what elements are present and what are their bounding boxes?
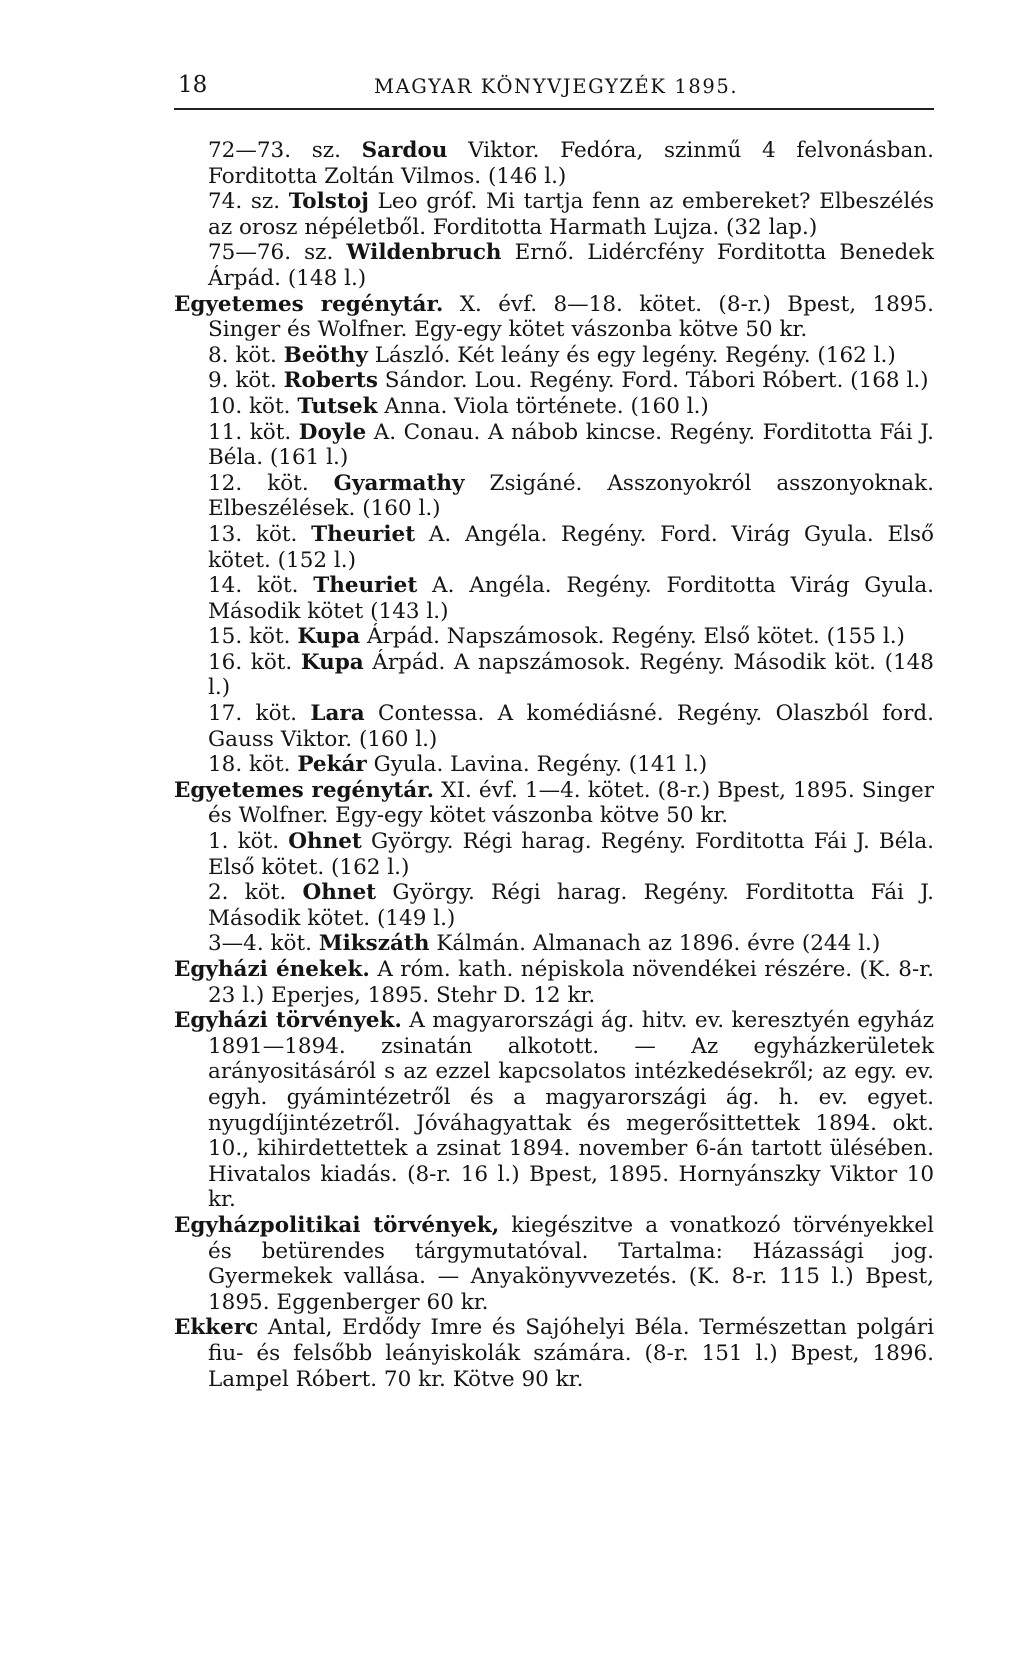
entry-text: Ernő. Lidércfény Forditotta Benedek Árpád. (148 l.) — [208, 240, 934, 291]
entry-text: A. Conau. A nábob kincse. Regény. Forditotta Fái J. Béla. (161 l.) — [208, 419, 935, 471]
entry-text: A. Angéla. Regény. Ford. Virág Gyula. Első kötet. (152 l.) — [208, 521, 934, 573]
entry-text: László. Két leány és egy legény. Regény. (162 l.) — [367, 342, 896, 368]
page-header — [174, 62, 934, 102]
entry-number: 3—4. köt. — [208, 931, 319, 957]
catalog-subentry — [174, 240, 934, 291]
entry-text: Anna. Viola története. (160 l.) — [377, 393, 709, 419]
entry-number: 8. köt. — [208, 342, 284, 368]
entry-text: Contessa. A komédiásné. Regény. Olaszból ford. Gauss Viktor. (160 l.) — [208, 701, 934, 752]
entry-author: Pekár — [297, 752, 367, 778]
page-number: 18 — [178, 72, 208, 98]
catalog-subentry — [174, 624, 934, 650]
catalog-subentry — [174, 368, 934, 394]
entry-author: Egyházi énekek. — [174, 957, 370, 982]
entry-text: A magyarországi ág. hitv. ev. keresztyén egyház 1891—1894. zsinatán alkotott. — Az egyházkerületek arányositásáról s az ezzel kapcsolatos intézkedésekről; az egy. ev. egyh. gyámintézetről és a magyarországi ág. h. ev. egyet. nyugdíjintézetről. Jóváhagyattak és megerősittettek 1894. okt. 10., kihirdettettek a zsinat 1894. november 6-án tartott ülésében. Hivatalos kiadás. (8-r. 16 l.) Bpest, 1895. Hornyánszky Viktor 10 kr. — [208, 1008, 934, 1213]
entry-number: 17. köt. — [208, 701, 311, 727]
entry-author: Theuriet — [311, 521, 416, 547]
catalog-entry — [174, 1008, 934, 1213]
entry-author: Ohnet — [288, 829, 362, 855]
catalog-subentry — [174, 189, 934, 240]
entry-number: 11. köt. — [208, 419, 299, 445]
catalog-subentry — [174, 522, 934, 573]
entry-number: 18. köt. — [208, 752, 298, 778]
entry-author: Egyházpolitikai törvények, — [174, 1212, 500, 1238]
running-title: MAGYAR KÖNYVJEGYZÉK 1895. — [374, 75, 739, 98]
entry-author: Lara — [310, 701, 365, 727]
entry-author: Kupa — [300, 649, 364, 675]
entry-author: Kupa — [297, 624, 361, 650]
entry-list — [174, 138, 934, 1392]
header-rule — [174, 108, 934, 110]
catalog-subentry — [174, 394, 934, 420]
entry-author: Theuriet — [313, 573, 418, 599]
catalog-subentry — [174, 931, 934, 957]
entry-author: Beöthy — [283, 342, 368, 368]
entry-number: 75—76. sz. — [208, 240, 347, 266]
entry-number: 16. köt. — [208, 649, 301, 675]
catalog-subentry — [174, 829, 934, 880]
entry-author: Tolstoj — [288, 189, 369, 215]
entry-number: 14. köt. — [208, 573, 314, 599]
entry-text: A róm. kath. népiskola növendékei részére. (K. 8-r. 23 l.) Eperjes, 1895. Stehr D. 12 kr. — [208, 957, 934, 1008]
catalog-subentry — [174, 471, 934, 522]
entry-text: Viktor. Fedóra, szinmű 4 felvonásban. Forditotta Zoltán Vilmos. (146 l.) — [208, 138, 934, 189]
entry-author: Ekkerc — [174, 1315, 259, 1341]
entry-author: Roberts — [283, 368, 378, 394]
entry-number: 74. sz. — [208, 189, 289, 215]
entry-text: Kálmán. Almanach az 1896. évre (244 l.) — [429, 931, 881, 957]
catalog-subentry — [174, 752, 934, 778]
entry-author: Egyházi törvények. — [174, 1008, 402, 1034]
entry-author: Gyarmathy — [333, 470, 465, 496]
entry-text: György. Régi harag. Regény. Forditotta Fái J. Második kötet. (149 l.) — [208, 880, 934, 931]
entry-text: Zsigáné. Asszonyokról asszonyoknak. Elbeszélések. (160 l.) — [208, 470, 934, 522]
entry-author: Egyetemes regénytár. — [174, 777, 435, 803]
catalog-subentry — [174, 701, 934, 752]
entry-text: XI. évf. 1—4. kötet. (8-r.) Bpest, 1895. Singer és Wolfner. Egy-egy kötet vászonba kötve 50 kr. — [208, 777, 935, 829]
catalog-entry — [174, 1213, 934, 1315]
entry-author: Mikszáth — [318, 931, 430, 957]
catalog-entry — [174, 1315, 934, 1392]
catalog-entry — [174, 957, 934, 1008]
entry-number: 15. köt. — [208, 624, 298, 650]
entry-author: Wildenbruch — [346, 240, 502, 266]
entry-author: Ohnet — [302, 880, 377, 906]
entry-text: Árpád. A napszámosok. Regény. Második köt. (148 l.) — [208, 649, 934, 701]
entry-text: Sándor. Lou. Regény. Ford. Tábori Róbert. (168 l.) — [377, 368, 929, 394]
entry-text: Antal, Erdődy Imre és Sajóhelyi Béla. Természettan polgári fiu- és felsőbb leányiskolák számára. (8-r. 151 l.) Bpest, 1896. Lampel Róbert. 70 kr. Kötve 90 kr. — [208, 1315, 934, 1392]
catalog-subentry — [174, 343, 934, 369]
entry-author: Egyetemes regénytár. — [174, 291, 444, 317]
entry-text: X. évf. 8—18. kötet. (8-r.) Bpest, 1895. Singer és Wolfner. Egy-egy kötet vászonba kötve 50 kr. — [208, 291, 934, 343]
entry-number: 2. köt. — [208, 880, 303, 906]
entry-number: 9. köt. — [208, 368, 284, 394]
catalog-subentry — [174, 650, 934, 701]
catalog-subentry — [174, 420, 934, 471]
catalog-subentry — [174, 880, 934, 931]
entry-author: Tutsek — [297, 393, 378, 419]
entry-author: Doyle — [298, 419, 367, 445]
entry-text: A. Angéla. Regény. Forditotta Virág Gyula. Második kötet (143 l.) — [208, 573, 934, 624]
catalog-entry — [174, 778, 934, 829]
entry-number: 72—73. sz. — [208, 138, 362, 163]
entry-number: 1. köt. — [208, 829, 289, 855]
entry-number: 13. köt. — [208, 521, 312, 547]
catalog-entry — [174, 292, 934, 343]
entry-number: 10. köt. — [208, 393, 298, 419]
entry-text: kiegészitve a vonatkozó törvényekkel és betürendes tárgymutatóval. Tartalma: Házassági jog. Gyermekek vallása. — Anyakönyvvezetés. (K. 8-r. 115 l.) Bpest, 1895. Eggenberger 60 kr. — [208, 1212, 934, 1315]
entry-text: Leo gróf. Mi tartja fenn az embereket? Elbeszélés az orosz népéletből. Forditotta Harmath Lujza. (32 lap.) — [208, 189, 934, 240]
entry-text: Gyula. Lavina. Regény. (141 l.) — [366, 752, 708, 778]
catalog-subentry — [174, 138, 934, 189]
catalog-subentry — [174, 573, 934, 624]
entry-text: György. Régi harag. Regény. Forditotta Fái J. Béla. Első kötet. (162 l.) — [208, 829, 934, 880]
entry-text: Árpád. Napszámosok. Regény. Első kötet. (155 l.) — [360, 624, 905, 650]
entry-author: Sardou — [361, 138, 448, 163]
entry-number: 12. köt. — [208, 470, 334, 496]
